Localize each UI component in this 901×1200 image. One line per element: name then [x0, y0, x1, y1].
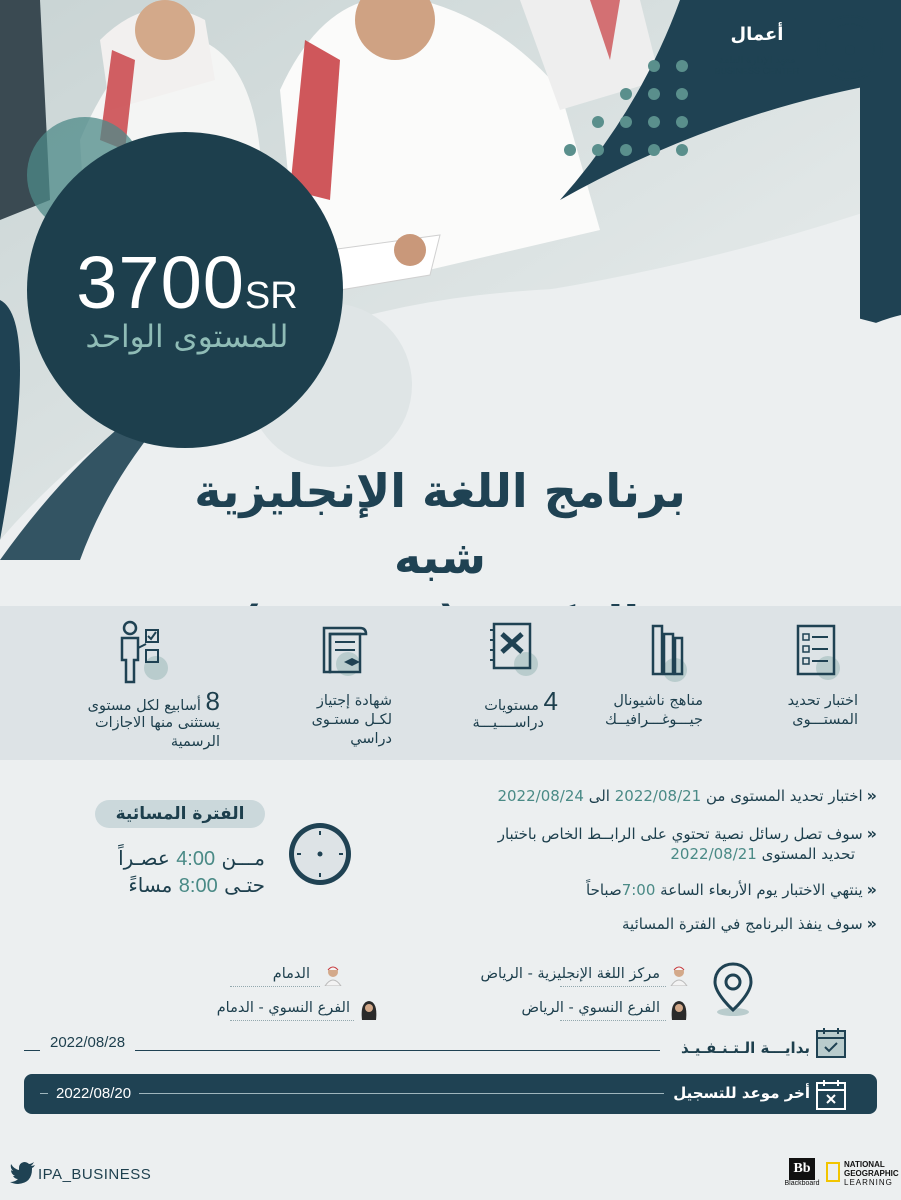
bullet-test-end: «ينتهي الاختبار يوم الأربعاء الساعة 7:00صباحاً: [586, 880, 877, 899]
chevron-double-left-icon: «: [866, 786, 877, 805]
bullet-evening: «سوف ينفذ البرنامج في الفترة المسائية: [622, 914, 877, 933]
price-per-level: للمستوى الواحد: [85, 319, 289, 355]
clock-icon: [286, 820, 354, 888]
feature-5-line3: الرسمية: [170, 734, 220, 750]
national-geographic-logo: [826, 1160, 899, 1192]
logo-name-ar: معهد الإدارة العامة: [718, 55, 796, 66]
feature-5-number: 8: [205, 686, 220, 716]
feature-4-line3: دراسي: [350, 731, 392, 747]
location-dammam-women: الفرع النسوي - الدمام: [216, 1000, 350, 1016]
man-avatar-icon: [668, 964, 690, 986]
partner-blackboard: Blackboard: [784, 1180, 820, 1187]
placement-to-date: 2022/08/24: [497, 787, 584, 805]
feature-1-line1: اختبار تحديد: [787, 693, 858, 709]
business-center-logo: [712, 18, 802, 84]
location-riyadh-center: مركز اللغة الإنجليزية - الرياض: [480, 966, 660, 982]
blackboard-logo: Bb Blackboard: [782, 1158, 822, 1192]
price-currency: SR: [244, 275, 298, 317]
student-icon: [112, 620, 192, 688]
sms-date: 2022/08/21: [670, 845, 757, 863]
woman-avatar-icon: [358, 998, 380, 1020]
feature-2-line2: جيـــوغـــرافيــك: [605, 712, 703, 728]
deadline-label: أخر موعد للتسجيل: [664, 1084, 810, 1102]
evening-to-time: 8:00: [178, 875, 218, 897]
evening-times: مـــن 4:00 عصـراً حتـى 8:00 مساءً: [118, 846, 265, 897]
partner-natgeo-line1: NATIONAL: [844, 1160, 885, 1169]
feature-4-line2: لكـل مستـوى: [311, 712, 392, 728]
price-amount: 3700: [76, 241, 245, 324]
partner-natgeo-line2: GEOGRAPHIC: [844, 1169, 899, 1178]
books-icon: [643, 620, 723, 688]
calendar-x-icon: [814, 1078, 848, 1112]
location-dammam: الدمام: [272, 966, 310, 982]
calendar-check-icon: [814, 1026, 848, 1060]
notebook-icon: [482, 620, 562, 688]
feature-4-line1: شهادة إجتياز: [316, 693, 392, 709]
partner-natgeo-line3: LEARNING: [844, 1178, 893, 1187]
bullet-sms-link: «سوف تصل رسائل نصية تحتوي على الرابــط الخاص باختبار تحديد المستوى 2022/08/21: [497, 824, 877, 863]
feature-2-line1: مناهج ناشيونال: [613, 693, 703, 709]
start-label: بدايـــة الـتـنـفـيـذ: [660, 1039, 810, 1057]
feature-weeks: [60, 620, 220, 750]
feature-3-line1: مستويات: [484, 698, 539, 714]
price-block: [62, 240, 312, 355]
deadline-date: 2022/08/20: [56, 1085, 132, 1102]
chevron-double-left-icon: «: [866, 880, 877, 899]
placement-from-date: 2022/08/21: [614, 787, 702, 805]
feature-3-number: 4: [543, 686, 558, 716]
certificate-icon: [314, 620, 394, 688]
feature-placement-test: [730, 620, 880, 750]
chevron-double-left-icon: «: [866, 824, 877, 843]
checklist-icon: [788, 620, 868, 688]
logo-mark: أعمال: [718, 18, 796, 52]
feature-levels: [390, 620, 558, 750]
feature-3-line2: دراســــيـــة: [472, 715, 544, 731]
features-strip: [0, 606, 901, 760]
start-date: 2022/08/28: [50, 1034, 126, 1051]
woman-avatar-icon: [668, 998, 690, 1020]
bullet-placement-dates: «اختبار تحديد المستوى من 2022/08/21 الى 2022/08/24: [497, 786, 877, 805]
ipa-seal-logo: [816, 14, 884, 82]
title-line1: برنامج اللغة الإنجليزية شبه: [194, 464, 686, 584]
twitter-handle[interactable]: IPA_BUSINESS: [38, 1166, 152, 1183]
feature-certificate: [228, 620, 392, 750]
man-avatar-icon: [322, 964, 344, 986]
test-end-time: 7:00: [621, 881, 656, 899]
feature-1-line2: المستـــوى: [792, 712, 858, 728]
twitter-icon[interactable]: [10, 1162, 36, 1184]
feature-5-line1: أسابيع لكل مستوى: [87, 698, 201, 714]
feature-5-line2: يستثنى منها الاجازات: [94, 715, 220, 731]
evening-from-time: 4:00: [176, 848, 216, 870]
evening-title: الفترة المسائية: [95, 800, 265, 828]
logo-name-en: BUSINESS CENTER: [714, 66, 800, 76]
map-pin-icon: [710, 960, 756, 1018]
feature-curricula: [555, 620, 705, 750]
location-riyadh-women: الفرع النسوي - الرياض: [521, 1000, 660, 1016]
chevron-double-left-icon: «: [866, 914, 877, 933]
